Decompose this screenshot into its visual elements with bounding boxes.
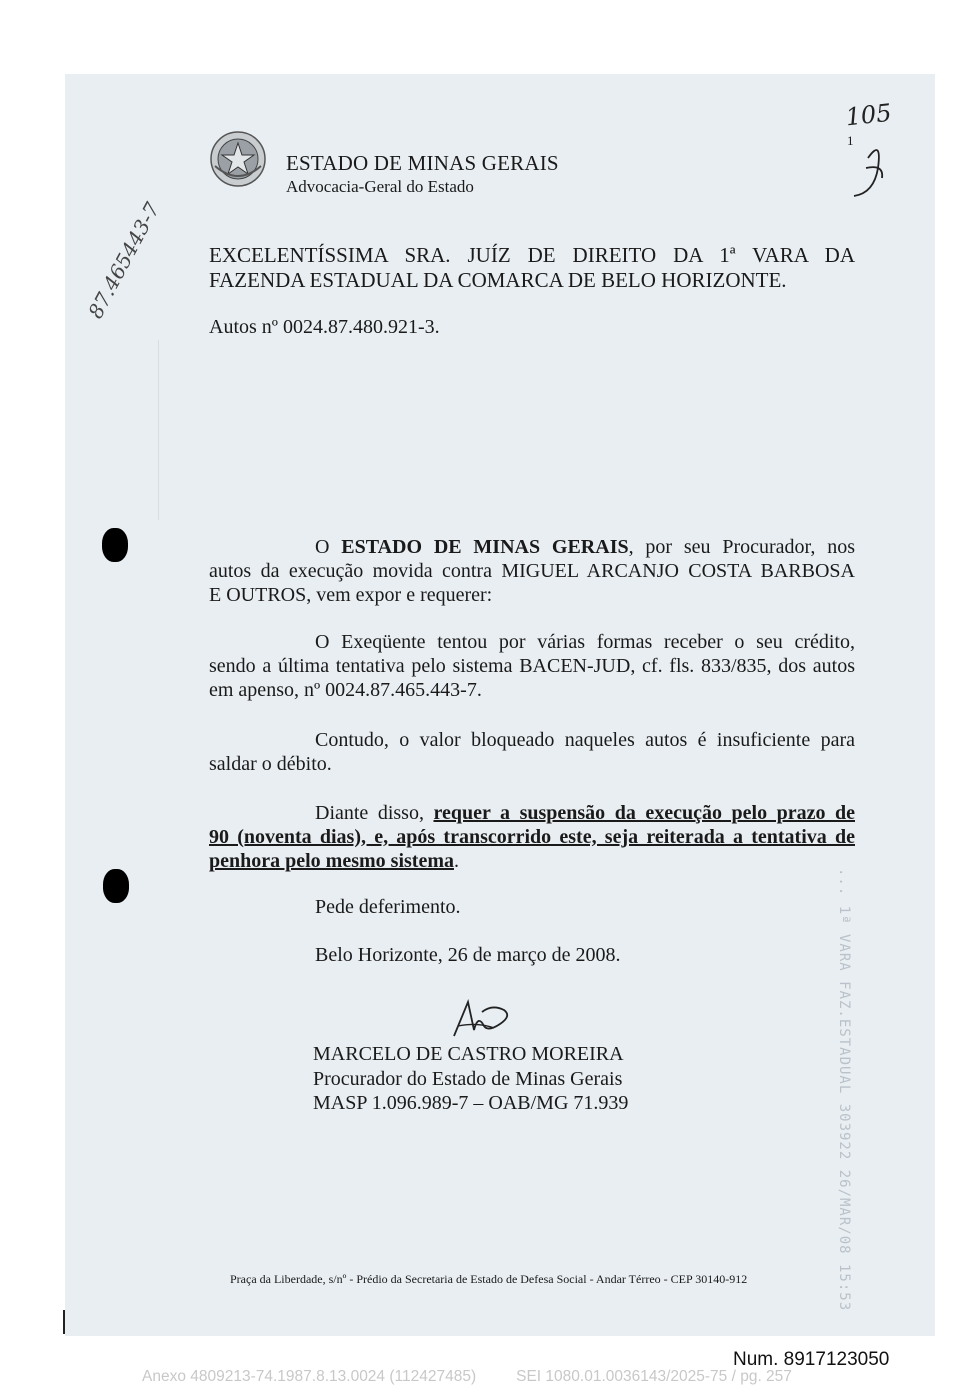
signatory-id: MASP 1.096.989-7 – OAB/MG 71.939 bbox=[313, 1092, 629, 1114]
receipt-stamp bbox=[836, 868, 856, 1312]
annex-right: SEI 1080.01.0036143/2025-75 / pg. 257 bbox=[516, 1368, 792, 1385]
paragraph-1-line-2: autos da execução movida contra MIGUEL ARCANJO COSTA BARBOSA bbox=[209, 560, 855, 582]
paragraph-3-line-2: saldar o débito. bbox=[209, 753, 332, 775]
paragraph-3 bbox=[209, 728, 855, 776]
addressee-line-2: FAZENDA ESTADUAL DA COMARCA DE BELO HORIZONTE. bbox=[209, 268, 787, 292]
page-number: 1 bbox=[847, 133, 854, 148]
punch-hole-bottom bbox=[103, 869, 129, 903]
paragraph-3-line-1: Contudo, o valor bloqueado naqueles autos é insuficiente para bbox=[315, 729, 855, 751]
handwritten-folio-text: 105 bbox=[844, 98, 893, 132]
paragraph-4 bbox=[209, 801, 855, 873]
state-coat-of-arms-icon bbox=[209, 130, 267, 188]
footer-address: Praça da Liberdade, s/nº - Prédio da Secretaria de Estado de Defesa Social - Andar Térreo - CEP 30140-912 bbox=[230, 1272, 748, 1286]
signatory-block bbox=[313, 1042, 628, 1116]
paragraph-2-line-1: O Exeqüente tentou por várias formas receber o seu crédito, bbox=[315, 631, 855, 653]
side-annotation-text: 87.465443-7 bbox=[83, 198, 165, 323]
paragraph-1 bbox=[209, 535, 855, 607]
paragraph-2 bbox=[209, 630, 855, 702]
receipt-stamp-text: ... 1ª VARA FAZ.ESTADUAL 303922 26/MAR/08 15:53 bbox=[836, 868, 852, 1312]
annex-watermark bbox=[142, 1368, 792, 1386]
p1-bold-state: ESTADO DE MINAS GERAIS bbox=[341, 536, 629, 558]
paragraph-2-line-2: sendo a última tentativa pelo sistema BACEN-JUD, cf. fls. 833/835, dos autos bbox=[209, 655, 855, 677]
signatory-name: MARCELO DE CASTRO MOREIRA bbox=[313, 1043, 624, 1065]
p1-pre: O bbox=[315, 536, 342, 558]
addressee bbox=[209, 243, 855, 293]
paragraph-1-line-1 bbox=[209, 535, 855, 559]
p1-post: , por seu Procurador, nos bbox=[628, 536, 856, 558]
paragraph-4-line-2: 90 (noventa dias), e, após transcorrido este, seja reiterada a tentativa de bbox=[209, 826, 855, 848]
paragraph-4-line-1 bbox=[209, 801, 855, 825]
document-number: Num. 8917123050 bbox=[733, 1349, 890, 1370]
p4-request-3: penhora pelo mesmo sistema bbox=[209, 850, 454, 872]
p4-pre: Diante disso, bbox=[315, 802, 434, 824]
handwritten-folio-number bbox=[838, 98, 928, 208]
case-number: Autos nº 0024.87.480.921-3. bbox=[209, 316, 440, 338]
fold-line bbox=[158, 340, 159, 520]
p4-request-1: requer a suspensão da execução pelo prazo de bbox=[433, 802, 855, 824]
addressee-line-1: EXCELENTÍSSIMA SRA. JUÍZ DE DIREITO DA 1ª VARA DA bbox=[209, 243, 855, 267]
place-date: Belo Horizonte, 26 de março de 2008. bbox=[315, 944, 621, 966]
signatory-role: Procurador do Estado de Minas Gerais bbox=[313, 1067, 623, 1090]
p4-post: . bbox=[453, 850, 459, 872]
handwritten-side-annotation bbox=[70, 180, 190, 330]
paragraph-1-line-3: E OUTROS, vem expor e requerer: bbox=[209, 584, 493, 606]
header-subtitle: Advocacia-Geral do Estado bbox=[286, 177, 474, 196]
punch-hole-top bbox=[102, 528, 128, 562]
sheet-edge-mark bbox=[63, 1310, 65, 1334]
paragraph-2-line-3: em apenso, nº 0024.87.465.443-7. bbox=[209, 679, 482, 701]
annex-left: Anexo 4809213-74.1987.8.13.0024 (112427485) bbox=[142, 1368, 477, 1385]
header-title: ESTADO DE MINAS GERAIS bbox=[286, 151, 559, 175]
closing-request: Pede deferimento. bbox=[315, 896, 461, 918]
paragraph-4-line-3 bbox=[209, 849, 855, 873]
handwritten-signature bbox=[448, 996, 518, 1040]
